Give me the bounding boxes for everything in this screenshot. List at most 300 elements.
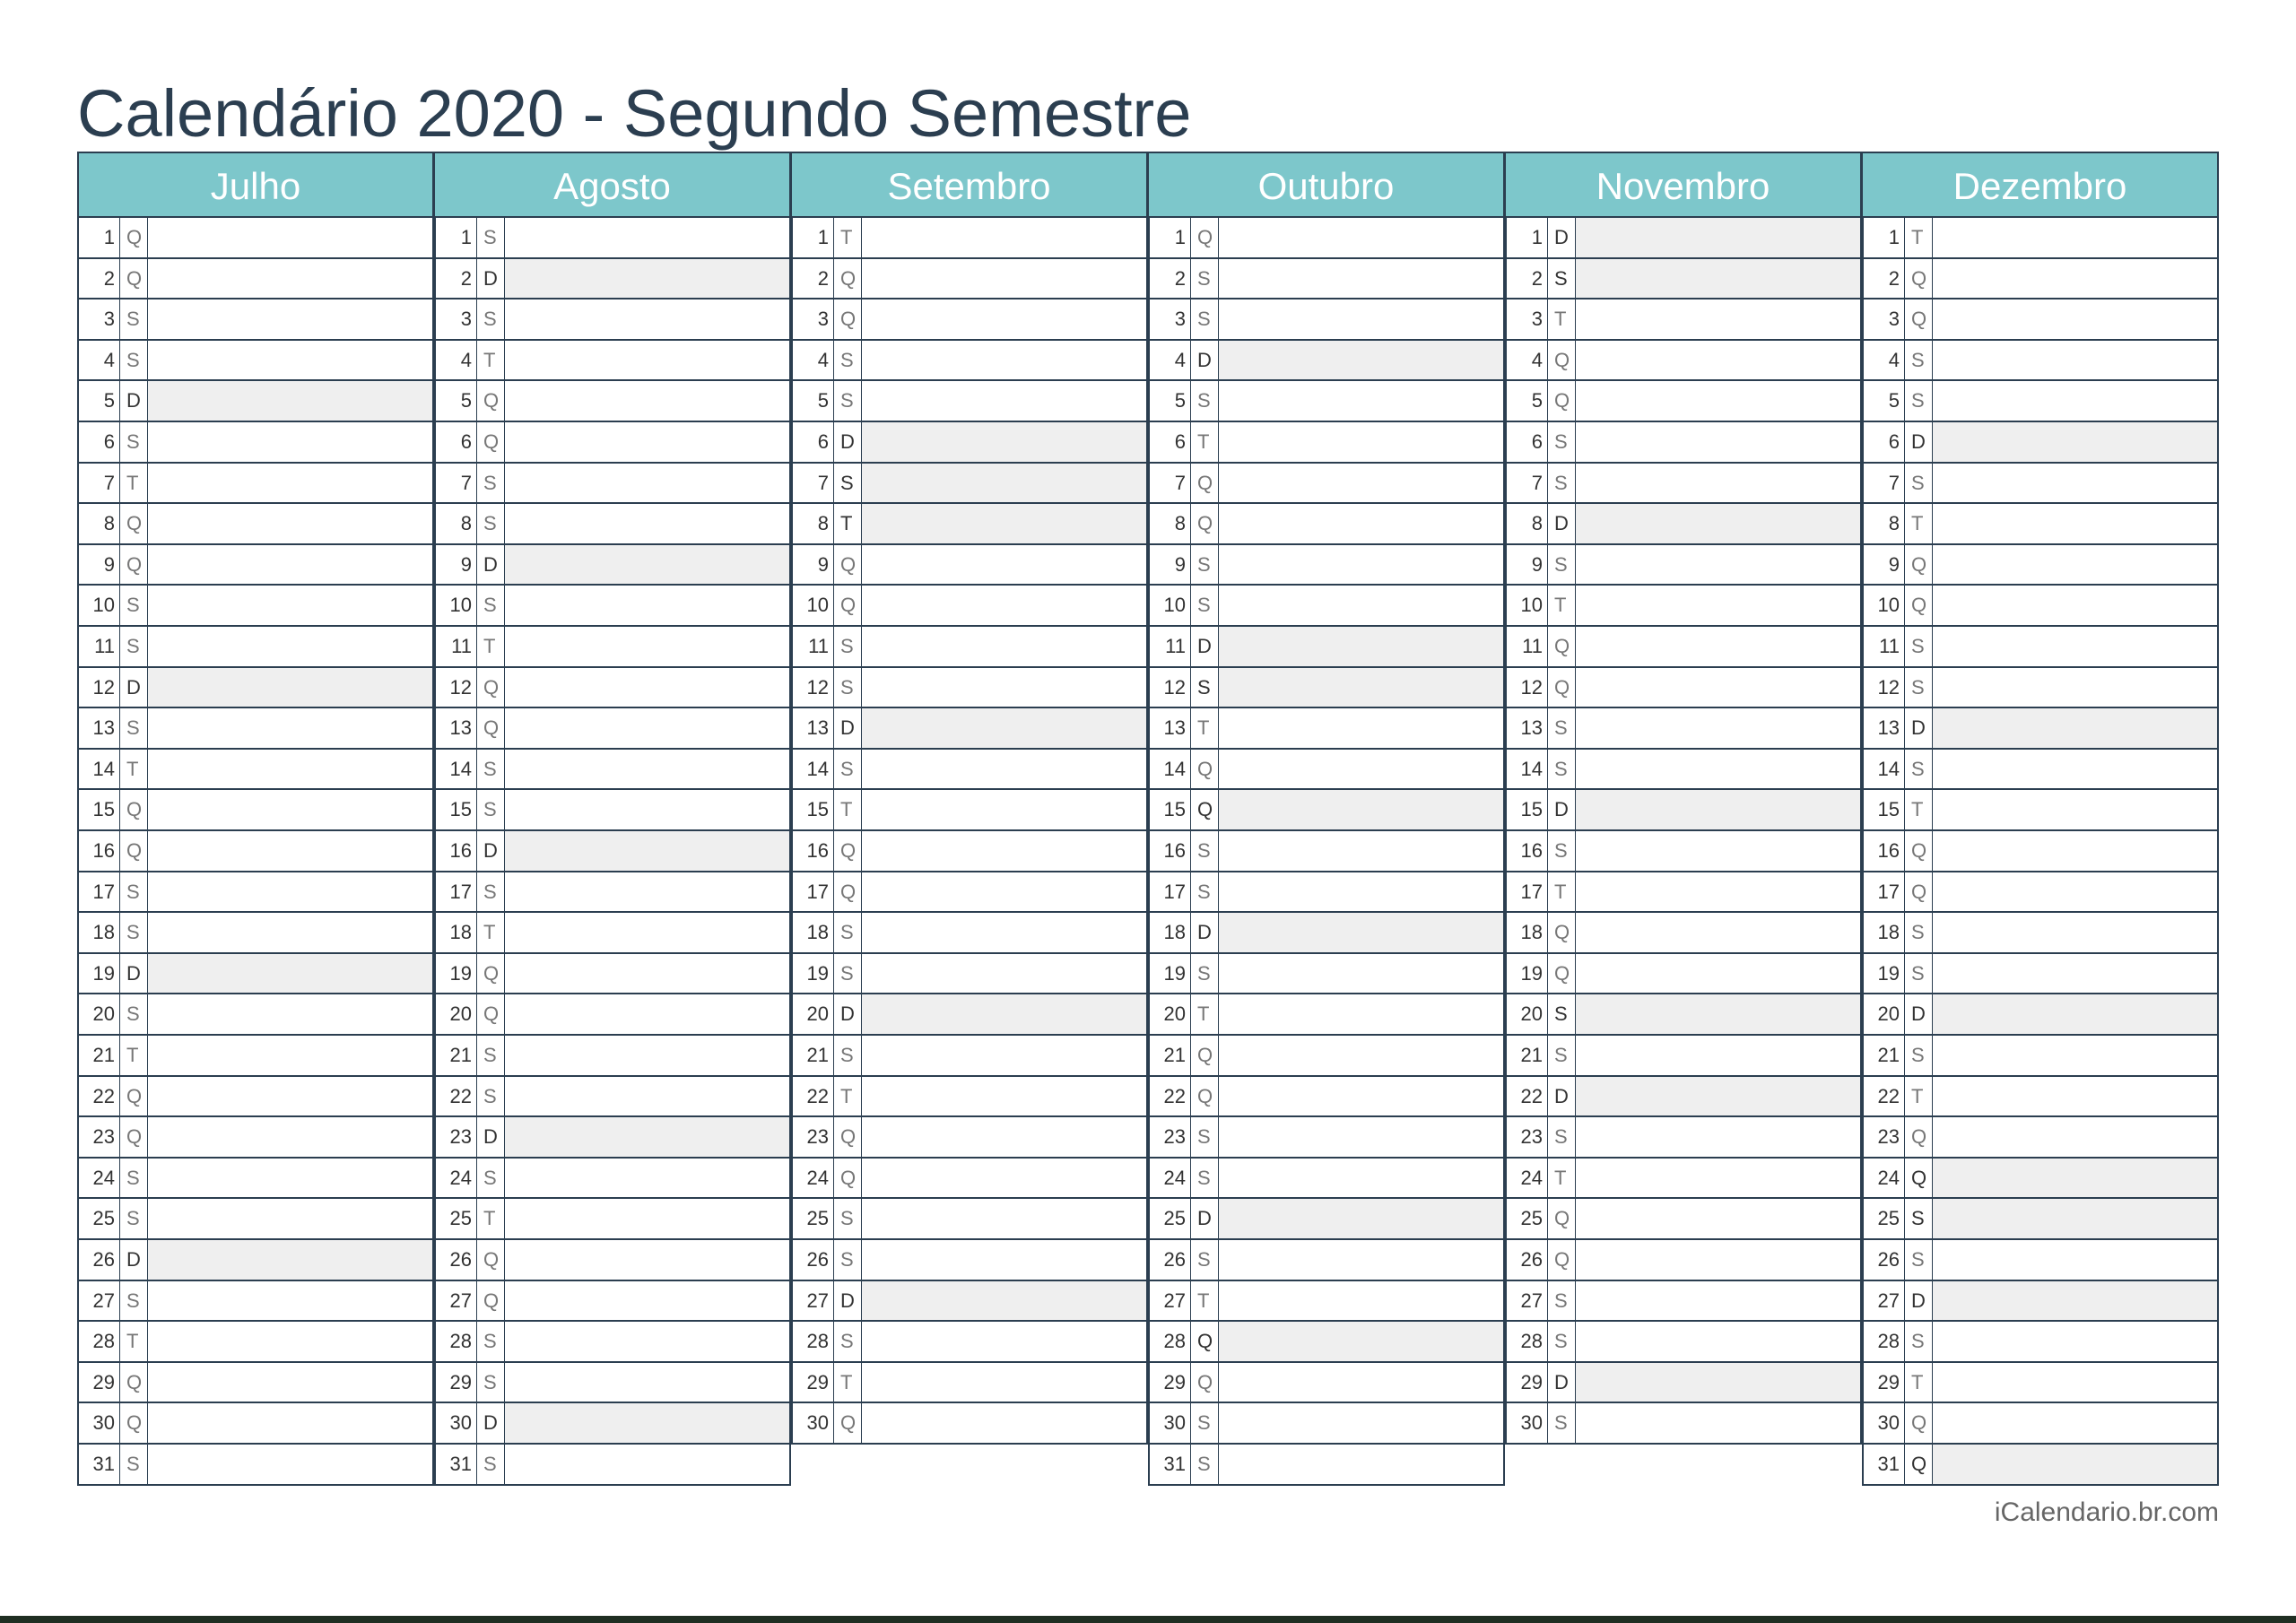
day-row: [1505, 1077, 1862, 1118]
day-row: [1505, 545, 1862, 586]
day-row: [434, 668, 791, 709]
day-row: [1505, 586, 1862, 627]
day-row: [1862, 1322, 2219, 1363]
day-row: [434, 1036, 791, 1077]
day-row: [1148, 668, 1505, 709]
day-number: 10: [1150, 586, 1191, 625]
day-number: 19: [436, 954, 477, 994]
weekday-letter: Q: [1905, 1117, 1933, 1157]
day-row: [77, 218, 434, 259]
month-header: Julho: [77, 152, 434, 218]
weekday-letter: T: [1548, 872, 1576, 912]
day-row: [1505, 708, 1862, 750]
weekday-letter: S: [120, 627, 148, 666]
note-cell: [862, 1281, 1146, 1321]
day-number: 4: [1864, 341, 1905, 380]
month-column-agosto: [434, 152, 791, 1475]
note-cell: [1219, 1199, 1503, 1238]
weekday-letter: Q: [834, 1159, 862, 1198]
weekday-letter: D: [834, 422, 862, 462]
note-cell: [505, 218, 789, 257]
day-number: 4: [1507, 341, 1548, 380]
weekday-letter: S: [1548, 708, 1576, 748]
day-number: 10: [436, 586, 477, 625]
note-cell: [1576, 1240, 1860, 1280]
note-cell: [148, 259, 432, 299]
note-cell: [1576, 750, 1860, 789]
day-number: 6: [436, 422, 477, 462]
note-cell: [1576, 1117, 1860, 1157]
day-number: 28: [1864, 1322, 1905, 1361]
note-cell: [505, 545, 789, 585]
day-row: [1505, 1117, 1862, 1159]
weekday-letter: Q: [1191, 1322, 1219, 1361]
day-number: 13: [1864, 708, 1905, 748]
month-column-julho: [77, 152, 434, 1475]
note-cell: [862, 994, 1146, 1034]
day-row: [1862, 994, 2219, 1036]
day-number: 8: [79, 504, 120, 543]
weekday-letter: S: [1191, 1403, 1219, 1443]
day-row: [77, 1363, 434, 1404]
weekday-letter: Q: [120, 790, 148, 829]
note-cell: [505, 1199, 789, 1238]
weekday-letter: Q: [1548, 954, 1576, 994]
day-row: [1505, 1403, 1862, 1445]
day-number: 2: [1507, 259, 1548, 299]
day-number: 8: [1150, 504, 1191, 543]
day-number: 23: [1507, 1117, 1548, 1157]
day-row: [434, 627, 791, 668]
day-row: [791, 545, 1148, 586]
note-cell: [1219, 1445, 1503, 1484]
day-row: [1862, 1281, 2219, 1323]
note-cell: [1933, 668, 2217, 707]
day-row: [1862, 1363, 2219, 1404]
note-cell: [1219, 299, 1503, 339]
day-row: [1505, 259, 1862, 300]
weekday-letter: S: [477, 218, 505, 257]
weekday-letter: S: [120, 1445, 148, 1484]
note-cell: [505, 1159, 789, 1198]
day-row: [77, 1077, 434, 1118]
note-cell: [1576, 994, 1860, 1034]
day-number: 2: [436, 259, 477, 299]
note-cell: [1933, 341, 2217, 380]
note-cell: [1933, 586, 2217, 625]
weekday-letter: S: [1548, 1322, 1576, 1361]
weekday-letter: D: [120, 381, 148, 421]
weekday-letter: Q: [1548, 668, 1576, 707]
day-number: 12: [1150, 668, 1191, 707]
day-number: 29: [793, 1363, 834, 1402]
day-number: 25: [1507, 1199, 1548, 1238]
day-row: [77, 586, 434, 627]
day-number: 16: [1864, 831, 1905, 871]
day-number: 7: [436, 464, 477, 503]
weekday-letter: Q: [477, 668, 505, 707]
note-cell: [148, 750, 432, 789]
note-cell: [1219, 1159, 1503, 1198]
note-cell: [148, 1199, 432, 1238]
day-row: [1862, 1117, 2219, 1159]
weekday-letter: S: [1905, 668, 1933, 707]
weekday-letter: Q: [834, 1117, 862, 1157]
weekday-letter: Q: [1905, 872, 1933, 912]
note-cell: [148, 627, 432, 666]
day-row: [1862, 1159, 2219, 1200]
weekday-letter: Q: [120, 1117, 148, 1157]
weekday-letter: S: [1905, 750, 1933, 789]
day-row: [1862, 627, 2219, 668]
note-cell: [505, 1281, 789, 1321]
weekday-letter: T: [120, 750, 148, 789]
day-number: 29: [1507, 1363, 1548, 1402]
day-row: [791, 1363, 1148, 1404]
day-row: [791, 1036, 1148, 1077]
weekday-letter: Q: [1905, 1403, 1933, 1443]
day-row: [434, 708, 791, 750]
day-row: [1862, 668, 2219, 709]
note-cell: [505, 1363, 789, 1402]
weekday-letter: S: [834, 668, 862, 707]
day-number: 5: [79, 381, 120, 421]
weekday-letter: S: [1548, 750, 1576, 789]
weekday-letter: S: [120, 1281, 148, 1321]
day-row: [1505, 1159, 1862, 1200]
note-cell: [1576, 259, 1860, 299]
day-row: [77, 872, 434, 914]
note-cell: [505, 299, 789, 339]
day-number: 26: [79, 1240, 120, 1280]
day-number: 17: [1864, 872, 1905, 912]
weekday-letter: S: [1905, 913, 1933, 952]
day-number: 12: [436, 668, 477, 707]
month-column-novembro: [1505, 152, 1862, 1435]
weekday-letter: Q: [477, 422, 505, 462]
day-number: 19: [1507, 954, 1548, 994]
day-row: [77, 504, 434, 545]
day-row: [1148, 586, 1505, 627]
day-number: 14: [793, 750, 834, 789]
note-cell: [505, 994, 789, 1034]
weekday-letter: S: [477, 504, 505, 543]
day-number: 11: [1150, 627, 1191, 666]
day-row: [1148, 750, 1505, 791]
day-row: [1148, 1363, 1505, 1404]
weekday-letter: Q: [1548, 381, 1576, 421]
note-cell: [1219, 831, 1503, 871]
day-number: 12: [79, 668, 120, 707]
day-number: 26: [1507, 1240, 1548, 1280]
weekday-letter: S: [477, 1445, 505, 1484]
weekday-letter: S: [1905, 341, 1933, 380]
day-number: 12: [1507, 668, 1548, 707]
day-row: [434, 994, 791, 1036]
day-number: 25: [793, 1199, 834, 1238]
note-cell: [505, 259, 789, 299]
day-number: 3: [1864, 299, 1905, 339]
day-number: 4: [793, 341, 834, 380]
note-cell: [1933, 872, 2217, 912]
weekday-letter: Q: [120, 1077, 148, 1116]
note-cell: [505, 381, 789, 421]
note-cell: [1933, 1036, 2217, 1075]
note-cell: [148, 422, 432, 462]
note-cell: [1219, 1117, 1503, 1157]
weekday-letter: S: [1191, 586, 1219, 625]
day-number: 18: [1864, 913, 1905, 952]
weekday-letter: Q: [1548, 341, 1576, 380]
note-cell: [505, 668, 789, 707]
note-cell: [1576, 341, 1860, 380]
note-cell: [1576, 422, 1860, 462]
day-number: 27: [436, 1281, 477, 1321]
day-row: [791, 872, 1148, 914]
weekday-letter: D: [120, 668, 148, 707]
day-number: 16: [1507, 831, 1548, 871]
weekday-letter: S: [1191, 1240, 1219, 1280]
note-cell: [1219, 954, 1503, 994]
note-cell: [148, 586, 432, 625]
note-cell: [862, 1240, 1146, 1280]
weekday-letter: Q: [1905, 1445, 1933, 1484]
day-number: 16: [436, 831, 477, 871]
day-number: 30: [793, 1403, 834, 1443]
note-cell: [1576, 708, 1860, 748]
day-row: [434, 464, 791, 505]
note-cell: [1576, 1036, 1860, 1075]
month-header: Dezembro: [1862, 152, 2219, 218]
note-cell: [505, 341, 789, 380]
day-number: 15: [1864, 790, 1905, 829]
note-cell: [505, 1322, 789, 1361]
day-number: 5: [1150, 381, 1191, 421]
note-cell: [1933, 831, 2217, 871]
weekday-letter: S: [120, 299, 148, 339]
note-cell: [148, 1322, 432, 1361]
weekday-letter: S: [1548, 831, 1576, 871]
day-number: 3: [1507, 299, 1548, 339]
note-cell: [1933, 750, 2217, 789]
day-number: 2: [1150, 259, 1191, 299]
day-row: [1148, 1117, 1505, 1159]
weekday-letter: S: [1905, 627, 1933, 666]
note-cell: [1576, 913, 1860, 952]
day-number: 3: [436, 299, 477, 339]
day-row: [1862, 504, 2219, 545]
day-number: 2: [79, 259, 120, 299]
weekday-letter: S: [477, 464, 505, 503]
day-number: 21: [1864, 1036, 1905, 1075]
note-cell: [862, 545, 1146, 585]
day-row: [791, 586, 1148, 627]
day-row: [1862, 954, 2219, 995]
note-cell: [1219, 1403, 1503, 1443]
note-cell: [148, 708, 432, 748]
day-number: 11: [436, 627, 477, 666]
note-cell: [1933, 627, 2217, 666]
day-row: [1505, 994, 1862, 1036]
day-row: [77, 1445, 434, 1486]
weekday-letter: D: [1905, 422, 1933, 462]
note-cell: [1576, 545, 1860, 585]
day-row: [1148, 1322, 1505, 1363]
weekday-letter: Q: [477, 708, 505, 748]
day-row: [1505, 381, 1862, 422]
day-number: 17: [436, 872, 477, 912]
weekday-letter: S: [1191, 259, 1219, 299]
note-cell: [1576, 627, 1860, 666]
weekday-letter: S: [1191, 872, 1219, 912]
day-number: 12: [793, 668, 834, 707]
day-number: 20: [1864, 994, 1905, 1034]
month-header: Setembro: [791, 152, 1148, 218]
weekday-letter: S: [1548, 1281, 1576, 1321]
day-number: 26: [436, 1240, 477, 1280]
day-number: 14: [1864, 750, 1905, 789]
note-cell: [1219, 1036, 1503, 1075]
note-cell: [148, 1363, 432, 1402]
day-number: 31: [436, 1445, 477, 1484]
day-number: 23: [1150, 1117, 1191, 1157]
note-cell: [505, 750, 789, 789]
note-cell: [148, 668, 432, 707]
day-number: 22: [1864, 1077, 1905, 1116]
day-row: [1148, 1036, 1505, 1077]
weekday-letter: Q: [120, 218, 148, 257]
weekday-letter: S: [834, 381, 862, 421]
day-row: [791, 218, 1148, 259]
day-number: 17: [79, 872, 120, 912]
note-cell: [1219, 1240, 1503, 1280]
day-row: [1862, 1445, 2219, 1486]
note-cell: [862, 1322, 1146, 1361]
weekday-letter: T: [834, 1077, 862, 1116]
day-number: 15: [436, 790, 477, 829]
weekday-letter: T: [477, 627, 505, 666]
day-number: 20: [793, 994, 834, 1034]
note-cell: [148, 872, 432, 912]
day-row: [1862, 545, 2219, 586]
note-cell: [1576, 1322, 1860, 1361]
day-number: 15: [79, 790, 120, 829]
day-number: 10: [1864, 586, 1905, 625]
note-cell: [148, 1240, 432, 1280]
weekday-letter: Q: [1905, 259, 1933, 299]
weekday-letter: D: [477, 1403, 505, 1443]
note-cell: [148, 1445, 432, 1484]
day-row: [1505, 218, 1862, 259]
weekday-letter: Q: [120, 545, 148, 585]
weekday-letter: S: [1191, 1445, 1219, 1484]
weekday-letter: Q: [1548, 913, 1576, 952]
note-cell: [1219, 790, 1503, 829]
weekday-letter: Q: [1548, 1199, 1576, 1238]
weekday-letter: T: [477, 913, 505, 952]
day-row: [1148, 790, 1505, 831]
day-number: 28: [79, 1322, 120, 1361]
note-cell: [862, 218, 1146, 257]
note-cell: [862, 381, 1146, 421]
day-row: [434, 913, 791, 954]
note-cell: [862, 1159, 1146, 1198]
note-cell: [1219, 1322, 1503, 1361]
weekday-letter: Q: [1191, 464, 1219, 503]
day-row: [1148, 259, 1505, 300]
day-number: 14: [1150, 750, 1191, 789]
day-number: 28: [1150, 1322, 1191, 1361]
note-cell: [1933, 1159, 2217, 1198]
day-row: [434, 954, 791, 995]
day-number: 24: [793, 1159, 834, 1198]
weekday-letter: S: [120, 872, 148, 912]
day-row: [1862, 708, 2219, 750]
weekday-letter: Q: [834, 299, 862, 339]
note-cell: [1933, 1403, 2217, 1443]
note-cell: [505, 1403, 789, 1443]
weekday-letter: S: [1905, 1240, 1933, 1280]
note-cell: [1219, 504, 1503, 543]
weekday-letter: S: [1905, 1199, 1933, 1238]
weekday-letter: Q: [1191, 750, 1219, 789]
note-cell: [505, 1077, 789, 1116]
day-number: 15: [1507, 790, 1548, 829]
weekday-letter: Q: [834, 586, 862, 625]
day-row: [77, 790, 434, 831]
weekday-letter: S: [120, 341, 148, 380]
day-row: [434, 1322, 791, 1363]
note-cell: [1933, 708, 2217, 748]
day-row: [791, 708, 1148, 750]
weekday-letter: T: [1905, 1363, 1933, 1402]
weekday-letter: S: [1191, 1159, 1219, 1198]
day-number: 29: [436, 1363, 477, 1402]
day-row: [791, 1403, 1148, 1445]
day-row: [77, 1117, 434, 1159]
day-number: 5: [1864, 381, 1905, 421]
note-cell: [1219, 545, 1503, 585]
weekday-letter: Q: [120, 1363, 148, 1402]
day-number: 4: [1150, 341, 1191, 380]
day-row: [434, 1240, 791, 1281]
day-row: [1862, 218, 2219, 259]
day-number: 24: [1864, 1159, 1905, 1198]
note-cell: [862, 504, 1146, 543]
weekday-letter: S: [834, 1322, 862, 1361]
day-number: 9: [1150, 545, 1191, 585]
day-row: [77, 1159, 434, 1200]
weekday-letter: Q: [1191, 1036, 1219, 1075]
day-number: 3: [1150, 299, 1191, 339]
note-cell: [1576, 1403, 1860, 1443]
day-row: [434, 831, 791, 872]
day-row: [1862, 750, 2219, 791]
day-number: 24: [1507, 1159, 1548, 1198]
weekday-letter: D: [120, 954, 148, 994]
day-row: [1148, 1199, 1505, 1240]
note-cell: [862, 1117, 1146, 1157]
day-row: [434, 1117, 791, 1159]
day-number: 22: [1507, 1077, 1548, 1116]
day-row: [77, 259, 434, 300]
weekday-letter: Q: [120, 504, 148, 543]
day-row: [434, 872, 791, 914]
day-row: [1505, 750, 1862, 791]
day-number: 28: [1507, 1322, 1548, 1361]
weekday-letter: S: [120, 422, 148, 462]
note-cell: [505, 422, 789, 462]
